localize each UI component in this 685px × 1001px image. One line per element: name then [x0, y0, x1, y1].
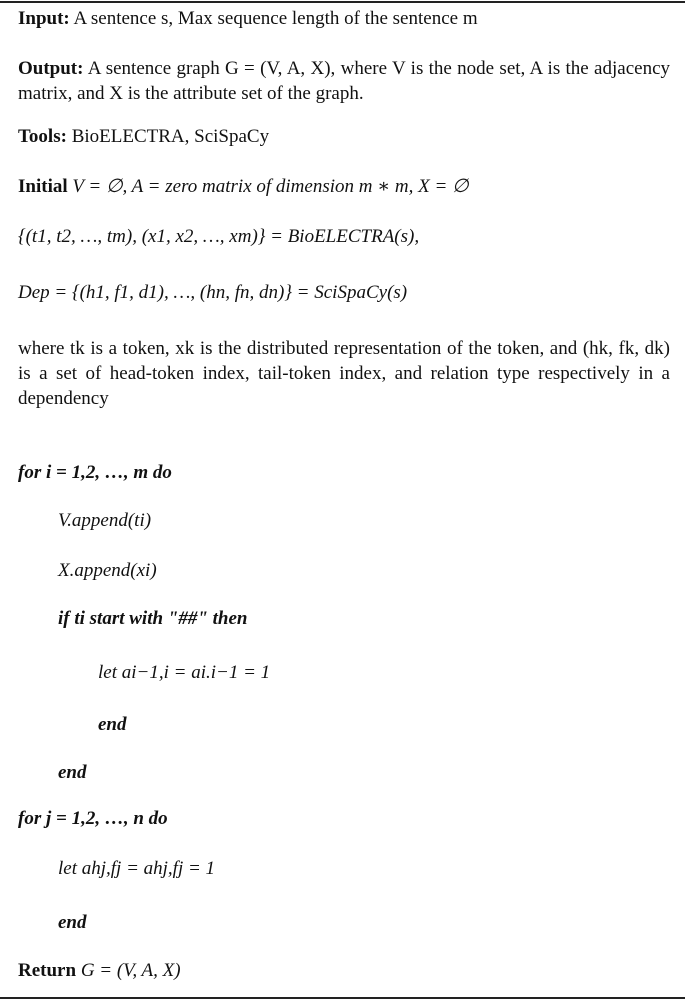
bioelectra-line: {(t1, t2, …, tm), (x1, x2, …, xm)} = BioELECTRA(s), — [18, 226, 420, 247]
return-label: Return — [18, 960, 77, 981]
v-append-line: V.append(ti) — [58, 510, 152, 531]
top-rule — [0, 1, 685, 3]
bottom-rule — [0, 997, 685, 999]
for-i-line: for i = 1,2, …, m do — [18, 462, 172, 483]
input-text: A sentence s, Max sequence length of the sentence m — [69, 8, 478, 29]
end-if-line: end — [98, 714, 127, 735]
output-line — [18, 56, 670, 106]
output-text: A sentence graph G = (V, A, X), where V is the node set, A is the adjacency matrix, and X is the attribute set of the graph. — [18, 58, 670, 104]
output-label: Output: — [18, 58, 84, 79]
end-for-i-line: end — [58, 762, 87, 783]
initial-text: V = ∅, A = zero matrix of dimension m ∗ m, X = ∅ — [67, 176, 469, 197]
dependency-line: Dep = {(h1, f1, d1), …, (hn, fn, dn)} = SciSpaCy(s) — [18, 282, 408, 303]
let-a2-line: let ahj,fj = ahj,fj = 1 — [58, 858, 216, 879]
tools-text: BioELECTRA, SciSpaCy — [66, 126, 270, 147]
for-j-line: for j = 1,2, …, n do — [18, 808, 168, 829]
x-append-line: X.append(xi) — [58, 560, 157, 581]
where-paragraph: where tk is a token, xk is the distributed representation of the token, and (hk, fk, dk) is a set of head-token index, tail-token index, and relation type respectively in a dependency — [18, 338, 670, 409]
tools-label: Tools: — [18, 126, 67, 147]
return-line — [18, 960, 181, 982]
tools-line — [18, 126, 269, 148]
end-for-j-line: end — [58, 912, 87, 933]
if-line: if ti start with "##" then — [58, 608, 248, 629]
initial-label: Initial — [18, 176, 68, 197]
input-line — [18, 8, 478, 30]
input-label: Input: — [18, 8, 70, 29]
initial-line — [18, 176, 469, 198]
return-text: G = (V, A, X) — [76, 960, 181, 981]
let-a1-line: let ai−1,i = ai.i−1 = 1 — [98, 662, 271, 683]
